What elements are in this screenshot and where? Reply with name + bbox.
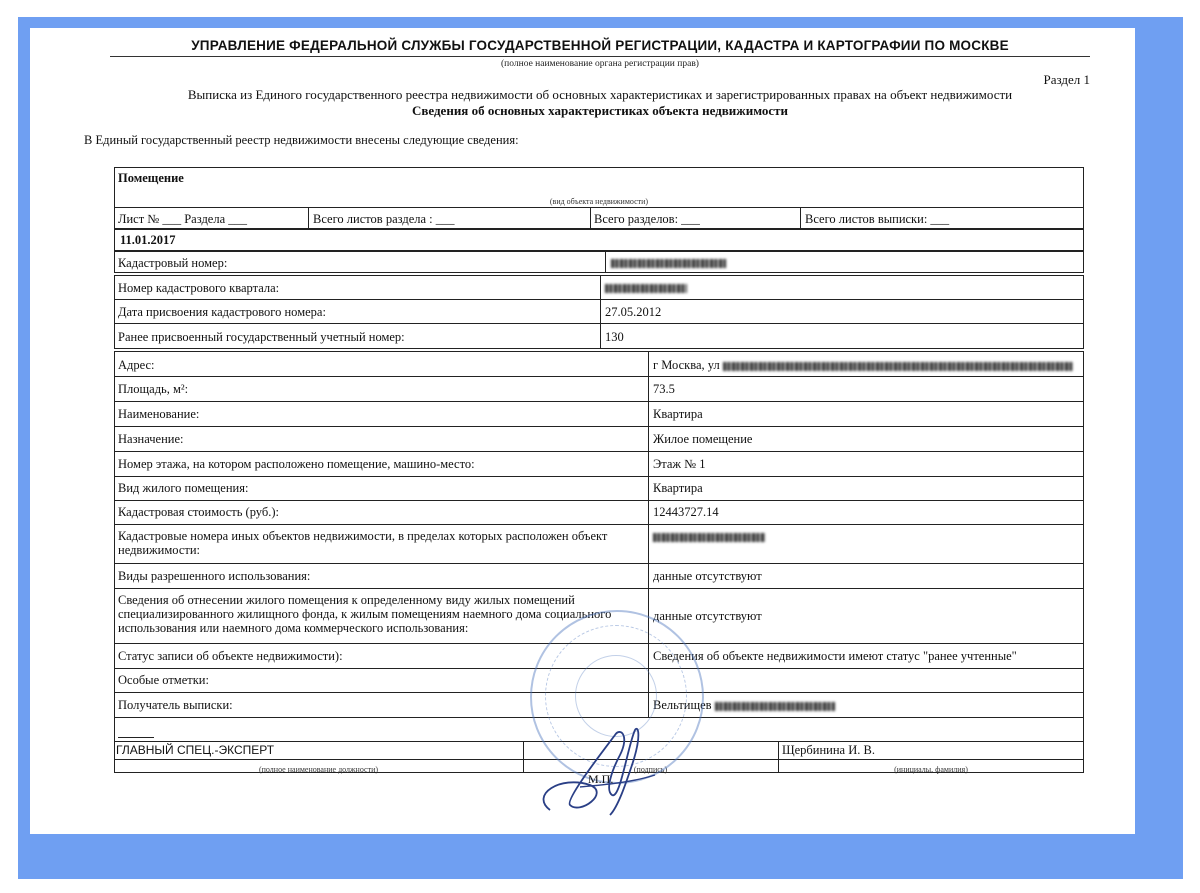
- total-sheets-section: Всего листов раздела : ___: [313, 212, 455, 226]
- special-marks-label: Особые отметки:: [118, 673, 209, 687]
- record-status-value: Сведения об объекте недвижимости имеют статус "ранее учтенные": [653, 649, 1017, 663]
- permitted-use-value: данные отсутствуют: [653, 569, 762, 583]
- address-label: Адрес:: [118, 358, 155, 372]
- cadastral-number-label: Кадастровый номер:: [118, 256, 228, 270]
- position-caption: (полное наименование должности): [258, 765, 379, 774]
- document-subtitle: Сведения об основных характеристиках объекта недвижимости: [411, 103, 789, 118]
- total-sections: Всего разделов: ___: [594, 212, 700, 226]
- header-divider: [110, 56, 1090, 57]
- signature-caption: (подпись): [633, 765, 668, 774]
- purpose-value: Жилое помещение: [653, 432, 753, 446]
- quarter-label: Номер кадастрового квартала:: [118, 281, 280, 295]
- area-value: 73.5: [653, 382, 675, 396]
- organization-caption: (полное наименование органа регистрации прав): [501, 59, 699, 69]
- cadastral-number-redacted: [611, 255, 726, 269]
- object-type: Помещение: [118, 171, 184, 185]
- permitted-use-label: Виды разрешенного использования:: [118, 569, 311, 583]
- assigned-date-label: Дата присвоения кадастрового номера:: [118, 305, 326, 319]
- quarter-redacted: [605, 280, 687, 294]
- dwelling-type-value: Квартира: [653, 481, 703, 495]
- divider: [590, 207, 591, 229]
- cadastral-number-box: [114, 251, 1084, 273]
- area-label: Площадь, м²:: [118, 382, 189, 396]
- divider: [114, 299, 1084, 300]
- recipient-label: Получатель выписки:: [118, 698, 233, 712]
- organization-name: УПРАВЛЕНИЕ ФЕДЕРАЛЬНОЙ СЛУЖБЫ ГОСУДАРСТВЕННОЙ РЕГИСТРАЦИИ, КАДАСТРА И КАРТОГРАФИИ ПО МОСКВЕ: [191, 38, 1009, 53]
- handwritten-signature: [520, 715, 680, 825]
- divider: [800, 207, 801, 229]
- date-box: [114, 229, 1084, 251]
- name-label: Наименование:: [118, 407, 200, 421]
- floor-label: Номер этажа, на котором расположено помещение, машино-место:: [118, 457, 475, 471]
- prev-number-label: Ранее присвоенный государственный учетный номер:: [118, 330, 405, 344]
- divider: [605, 251, 606, 273]
- address-value: г Москва, ул: [653, 358, 1073, 372]
- total-sheets: Всего листов выписки: ___: [805, 212, 950, 226]
- signer-position: ГЛАВНЫЙ СПЕЦ.-ЭКСПЕРТ: [116, 743, 275, 757]
- floor-value: Этаж № 1: [653, 457, 706, 471]
- special-fund-value: данные отсутствуют: [653, 609, 762, 623]
- special-fund-label: Сведения об отнесении жилого помещения к определенному виду жилых помещений специализированного жилищного фонда, к жилым помещениям наемного дома социального использования или наемного дома коммерческого использования:: [118, 593, 612, 635]
- parent-objects-label: Кадастровые номера иных объектов недвижимости, в пределах которых расположен объект недвижимости:: [118, 529, 608, 557]
- blank-line: [118, 737, 154, 738]
- signer-name: Щербинина И. В.: [782, 743, 875, 757]
- purpose-label: Назначение:: [118, 432, 184, 446]
- name-caption: (инициалы, фамилия): [894, 765, 968, 774]
- divider: [308, 207, 309, 229]
- cadastral-value: 12443727.14: [653, 505, 719, 519]
- divider: [114, 323, 1084, 324]
- parent-objects-redacted: [653, 529, 765, 543]
- intro-text: В Единый государственный реестр недвижимости внесены следующие сведения:: [84, 133, 519, 147]
- recipient-value: Вельтищев: [653, 698, 835, 712]
- record-status-label: Статус записи об объекте недвижимости):: [118, 649, 343, 663]
- object-type-caption: (вид объекта недвижимости): [549, 197, 649, 206]
- seal-mark: М.П.: [588, 772, 614, 786]
- document-title: Выписка из Единого государственного реестра недвижимости об основных характеристиках и зарегистрированных правах на объект недвижимости: [187, 87, 1013, 102]
- assigned-date: 27.05.2012: [605, 305, 662, 319]
- cadastral-value-label: Кадастровая стоимость (руб.):: [118, 505, 279, 519]
- section-label: Раздел 1: [1043, 72, 1090, 87]
- divider: [114, 207, 1084, 208]
- name-value: Квартира: [653, 407, 703, 421]
- dwelling-type-label: Вид жилого помещения:: [118, 481, 249, 495]
- prev-number: 130: [605, 330, 624, 344]
- sheet-number: Лист № ___ Раздела ___: [118, 212, 248, 226]
- extract-date: 11.01.2017: [120, 233, 176, 247]
- divider: [600, 275, 601, 349]
